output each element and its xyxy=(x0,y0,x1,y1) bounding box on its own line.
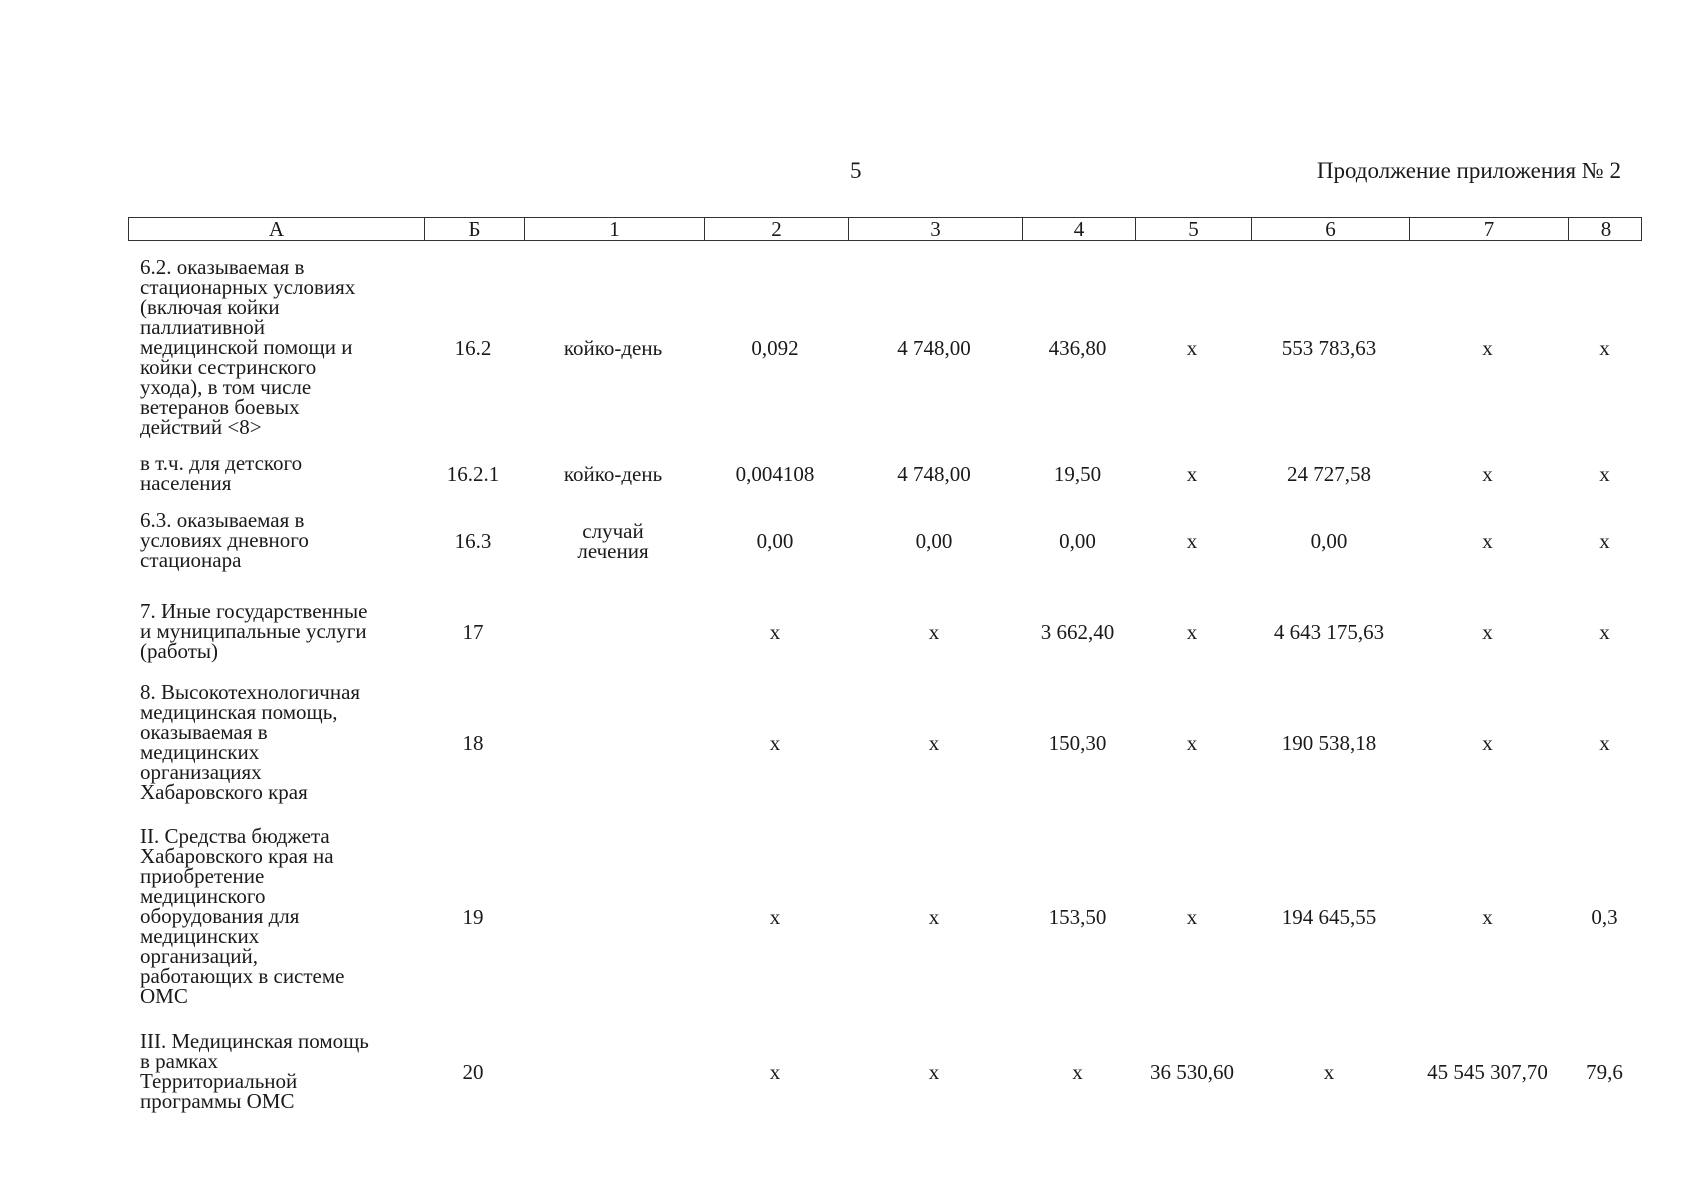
row-col-7: х xyxy=(1482,620,1493,644)
row-col-6: 4 643 175,63 xyxy=(1273,620,1385,644)
row-name: в т.ч. для детского населения xyxy=(140,451,303,495)
row-col-2: х xyxy=(769,905,781,929)
row-col-3: х xyxy=(928,731,940,755)
row-col-4: 150,30 xyxy=(1048,731,1107,755)
row-col-4: 3 662,40 xyxy=(1040,620,1115,644)
row-unit: койко-день xyxy=(563,336,663,360)
header-cell: 6 xyxy=(1251,218,1409,240)
table-row xyxy=(128,257,1642,439)
header-cell: 2 xyxy=(704,218,848,240)
table-row xyxy=(128,510,1642,572)
table-row xyxy=(128,601,1642,663)
row-col-4: 153,50 xyxy=(1048,905,1107,929)
header-cell: А xyxy=(268,217,285,241)
header-cell: 8 xyxy=(1568,218,1643,240)
row-name-cell xyxy=(128,1031,418,1113)
row-name-cell xyxy=(128,257,418,439)
row-code: 17 xyxy=(462,620,484,644)
row-name: II. Средства бюджета Хабаровского края на приобретение медицинского оборудования для медицинских организаций, работающих в системе ОМС xyxy=(140,824,345,1008)
page-number: 5 xyxy=(850,158,862,183)
row-name-cell xyxy=(128,601,418,663)
row-col-2: х xyxy=(769,1060,781,1084)
row-col-8: 0,3 xyxy=(1591,905,1618,929)
row-col-4: 436,80 xyxy=(1048,336,1107,360)
row-name: 7. Иные государственные и муниципальные услуги (работы) xyxy=(140,599,368,663)
row-col-4: х xyxy=(1072,1060,1083,1084)
row-col-8: 79,6 xyxy=(1586,1060,1623,1084)
row-col-5: х xyxy=(1186,336,1198,360)
table-row xyxy=(128,826,1642,1008)
header-cell: 3 xyxy=(848,218,1022,240)
row-code: 16.3 xyxy=(454,529,492,553)
row-col-3: 0,00 xyxy=(915,529,953,553)
row-col-2: 0,004108 xyxy=(735,462,815,486)
row-col-2: 0,00 xyxy=(756,529,794,553)
row-col-7: х xyxy=(1482,462,1493,486)
row-unit: случай лечения xyxy=(577,519,649,563)
row-name-cell xyxy=(128,826,418,1008)
row-col-5: х xyxy=(1186,529,1198,553)
row-name: III. Медицинская помощь в рамках Территориальной программы ОМС xyxy=(140,1029,369,1113)
row-col-7: х xyxy=(1482,731,1493,755)
row-col-4: 19,50 xyxy=(1053,462,1102,486)
row-col-5: х xyxy=(1186,462,1198,486)
row-col-4: 0,00 xyxy=(1059,529,1096,553)
header-cell: 7 xyxy=(1409,218,1568,240)
row-code: 18 xyxy=(462,731,484,755)
row-name: 8. Высокотехнологичная медицинская помощь, оказываемая в медицинских организациях Хабаровского края xyxy=(140,680,361,804)
row-col-6: 0,00 xyxy=(1310,529,1348,553)
row-name-cell xyxy=(128,453,418,495)
table-row xyxy=(128,1031,1642,1113)
row-col-6: 190 538,18 xyxy=(1281,731,1377,755)
row-col-3: х xyxy=(928,1060,940,1084)
row-col-3: х xyxy=(928,620,940,644)
row-col-2: 0,092 xyxy=(751,336,799,360)
row-name-cell xyxy=(128,682,418,804)
row-unit xyxy=(523,601,703,663)
row-code: 16.2 xyxy=(454,336,492,360)
row-col-5: х xyxy=(1186,905,1198,929)
row-unit xyxy=(523,826,703,1008)
table-header-row xyxy=(128,217,1642,241)
row-col-3: 4 748,00 xyxy=(897,336,971,360)
row-name: 6.3. оказываемая в условиях дневного стационара xyxy=(140,508,309,572)
row-col-6: х xyxy=(1323,1060,1335,1084)
row-name-cell xyxy=(128,510,418,572)
row-col-3: х xyxy=(928,905,940,929)
header-cell: 4 xyxy=(1022,218,1135,240)
row-col-7: х xyxy=(1482,529,1493,553)
row-col-8: х xyxy=(1599,336,1610,360)
row-col-7: 45 545 307,70 xyxy=(1427,1060,1548,1084)
row-col-6: 194 645,55 xyxy=(1281,905,1377,929)
row-col-5: х xyxy=(1186,731,1198,755)
row-col-8: х xyxy=(1599,731,1610,755)
row-col-7: х xyxy=(1482,905,1493,929)
row-col-6: 24 727,58 xyxy=(1287,462,1371,486)
row-col-3: 4 748,00 xyxy=(897,462,971,486)
row-code: 19 xyxy=(462,905,484,929)
header-cell: 5 xyxy=(1135,218,1251,240)
row-col-6: 553 783,63 xyxy=(1281,336,1377,360)
row-col-2: х xyxy=(769,620,781,644)
row-col-2: х xyxy=(769,731,781,755)
row-col-5: 36 530,60 xyxy=(1150,1060,1234,1084)
row-unit: койко-день xyxy=(563,462,663,486)
row-code: 16.2.1 xyxy=(446,462,500,486)
row-code: 20 xyxy=(462,1060,484,1084)
table-row xyxy=(128,453,1642,495)
header-cell: 1 xyxy=(524,218,704,240)
row-unit xyxy=(523,1031,703,1113)
header-cell: Б xyxy=(424,218,524,240)
table-row xyxy=(128,682,1642,804)
row-col-8: х xyxy=(1599,620,1610,644)
row-unit xyxy=(523,682,703,804)
row-col-8: х xyxy=(1599,529,1610,553)
row-name: 6.2. оказываемая в стационарных условиях (включая койки паллиативной медицинской помощи и койки сестринского ухода), в том числе ветеранов боевых действий <8> xyxy=(140,255,356,439)
continuation-label: Продолжение приложения № 2 xyxy=(1316,158,1621,183)
row-col-5: х xyxy=(1186,620,1198,644)
row-col-7: х xyxy=(1482,336,1493,360)
row-col-8: х xyxy=(1599,462,1610,486)
